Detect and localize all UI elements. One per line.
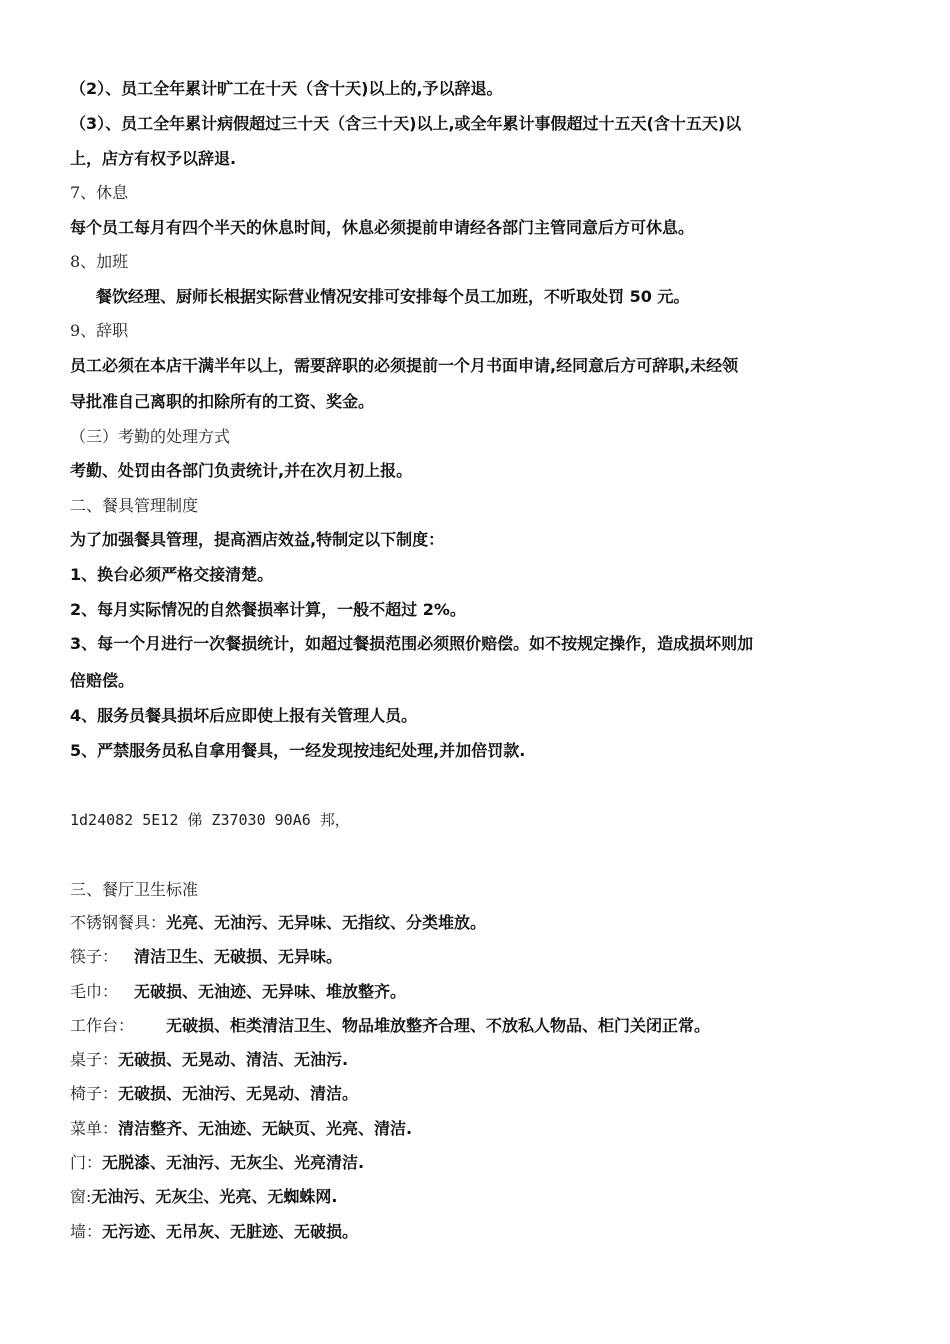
hygiene-item-table (70, 1050, 890, 1070)
hygiene-item-label: 窗: (70, 1187, 92, 1206)
hygiene-item-value: 无脱漆、无油污、无灰尘、光亮清洁. (102, 1153, 365, 1172)
hygiene-item-value: 无破损、无晃动、清洁、无油污. (118, 1050, 349, 1069)
hygiene-item-menu (70, 1119, 890, 1139)
rule-3-text-cont: 上，店方有权予以辞退. (70, 149, 237, 168)
hygiene-item-label: 筷子： (70, 947, 119, 966)
hygiene-item-label: 门： (70, 1153, 103, 1172)
hygiene-item-value: 无破损、无油污、无晃动、清洁。 (118, 1084, 359, 1103)
hygiene-item-value: 光亮、无油污、无异味、无指纹、分类堆放。 (166, 913, 487, 932)
code-line: 1d24082 5E12 俤 Z37030 90A6 邦， (70, 811, 350, 829)
resign-text: 员工必须在本店干满半年以上，需要辞职的必须提前一个月书面申请,经同意后方可辞职,未经领 (70, 356, 739, 375)
hygiene-item-towel (70, 982, 890, 1002)
overtime-text: 餐饮经理、厨师长根据实际营业情况安排可安排每个员工加班，不听取处罚 50 元。 (96, 287, 690, 306)
tableware-heading: 二、餐具管理制度 (70, 496, 199, 515)
hygiene-item-value: 无污迹、无吊灰、无脏迹、无破损。 (102, 1222, 359, 1241)
tableware-intro: 为了加强餐具管理，提高酒店效益,特制定以下制度： (70, 530, 445, 549)
hygiene-item-label: 椅子： (70, 1084, 119, 1103)
tableware-item-3: 3、每一个月进行一次餐损统计，如超过餐损范围必须照价赔偿。如不按规定操作，造成损坏则加 (70, 634, 754, 653)
tableware-item-3-cont: 倍赔偿。 (70, 671, 135, 690)
hygiene-item-label: 桌子： (70, 1050, 119, 1069)
rule-3-text: （3）、员工全年累计病假超过三十天（含三十天)以上,或全年累计事假超过十五天(含十五天)以 (70, 114, 742, 133)
resign-text-cont: 导批准自己离职的扣除所有的工资、奖金。 (70, 392, 375, 411)
hygiene-item-door (70, 1153, 890, 1173)
hygiene-item-label: 墙： (70, 1222, 103, 1241)
hygiene-item-value: 清洁整齐、无油迹、无缺页、光亮、清洁. (118, 1119, 413, 1138)
hygiene-item-value: 无油污、无灰尘、光亮、无蜘蛛网. (91, 1187, 338, 1206)
handling-text: 考勤、处罚由各部门负责统计,并在次月初上报。 (70, 461, 413, 480)
hygiene-item-stainless (70, 913, 890, 933)
hygiene-item-chair (70, 1084, 890, 1104)
rest-heading: 7、休息 (70, 183, 129, 202)
tableware-item-5: 5、严禁服务员私自拿用餐具，一经发现按违纪处理,并加倍罚款. (70, 741, 526, 760)
tableware-item-1: 1、换台必须严格交接清楚。 (70, 565, 274, 584)
handling-heading: （三）考勤的处理方式 (70, 427, 231, 446)
hygiene-item-label: 菜单： (70, 1119, 119, 1138)
hygiene-item-chopsticks (70, 947, 890, 967)
hygiene-item-value: 清洁卫生、无破损、无异味。 (134, 947, 343, 966)
tableware-item-2: 2、每月实际情况的自然餐损率计算，一般不超过 2%。 (70, 600, 466, 619)
overtime-heading: 8、加班 (70, 252, 129, 271)
hygiene-item-label: 不锈钢餐具： (70, 913, 167, 932)
hygiene-item-value: 无破损、无油迹、无异味、堆放整齐。 (134, 982, 407, 1001)
hygiene-item-workbench (70, 1016, 890, 1036)
rest-text: 每个员工每月有四个半天的休息时间，休息必须提前申请经各部门主管同意后方可休息。 (70, 218, 695, 237)
hygiene-item-label: 毛巾： (70, 982, 119, 1001)
resign-heading: 9、辞职 (70, 321, 129, 340)
hygiene-item-value: 无破损、柜类清洁卫生、物品堆放整齐合理、不放私人物品、柜门关闭正常。 (166, 1016, 711, 1035)
hygiene-heading: 三、餐厅卫生标准 (70, 880, 199, 899)
hygiene-item-label: 工作台： (70, 1016, 135, 1035)
rule-2-text: （2）、员工全年累计旷工在十天（含十天)以上的,予以辞退。 (70, 79, 503, 98)
hygiene-item-wall (70, 1222, 890, 1242)
tableware-item-4: 4、服务员餐具损坏后应即使上报有关管理人员。 (70, 706, 418, 725)
hygiene-item-window (70, 1187, 890, 1207)
